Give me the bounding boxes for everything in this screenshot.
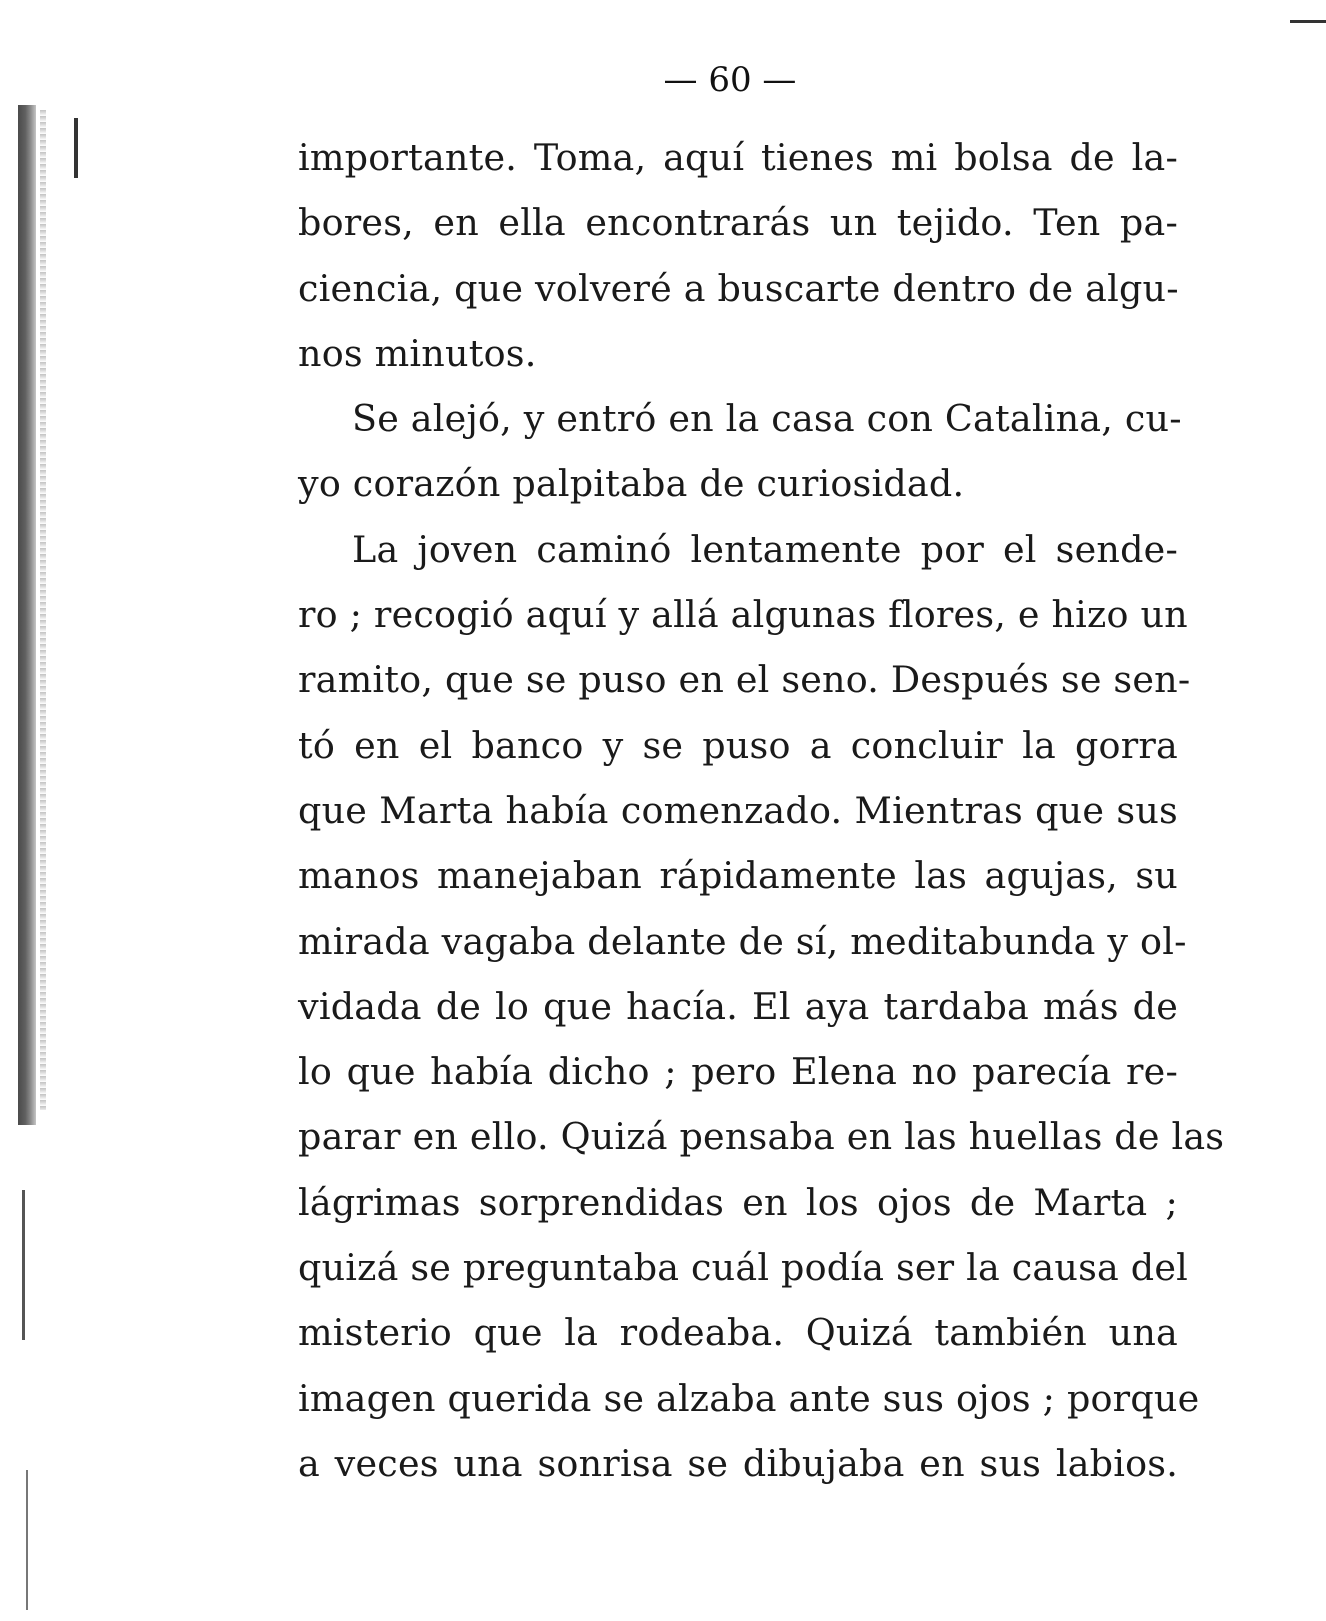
text-line: ciencia, que volveré a buscarte dentro de algu- [298, 266, 1179, 310]
corner-mark [1290, 20, 1326, 23]
text-line: parar en ello. Quizá pensaba en las huellas de las [298, 1115, 1225, 1159]
text-line: nos minutos. [298, 331, 537, 375]
text-line: vidada de lo que hacía. El aya tardaba más de [298, 984, 1178, 1028]
text-line: lo que había dicho ; pero Elena no parecía re- [298, 1050, 1178, 1094]
text-line: tó en el banco y se puso a concluir la gorra [298, 723, 1178, 767]
text-line: que Marta había comenzado. Mientras que sus [298, 788, 1178, 832]
paragraph-start-line: Se alejó, y entró en la casa con Catalina, cu- [352, 397, 1182, 441]
text-line: a veces una sonrisa se dibujaba en sus labios. [298, 1441, 1178, 1485]
text-line: bores, en ella encontrarás un tejido. Ten pa- [298, 201, 1178, 245]
text-line: lágrimas sorprendidas en los ojos de Marta ; [298, 1180, 1178, 1224]
text-line: misterio que la rodeaba. Quizá también una [298, 1311, 1178, 1355]
text-line: imagen querida se alzaba ante sus ojos ; porque [298, 1376, 1200, 1420]
text-line: mirada vagaba delante de sí, meditabunda y ol- [298, 919, 1187, 963]
text-line: importante. Toma, aquí tienes mi bolsa de la- [298, 136, 1178, 179]
text-line: ro ; recogió aquí y allá algunas flores, e hizo un [298, 593, 1188, 637]
text-line: ramito, que se puso en el seno. Después se sen- [298, 658, 1191, 702]
page-number: — 60 — [663, 60, 797, 100]
binding-edge-texture [40, 110, 46, 1110]
binding-edge-shadow [18, 105, 36, 1125]
body-text [298, 125, 1225, 1496]
text-line: manos manejaban rápidamente las agujas, su [298, 854, 1178, 898]
binding-edge-bottom [26, 1470, 28, 1610]
binding-edge-lower [22, 1190, 25, 1340]
binding-notch [74, 118, 78, 178]
paragraph-start-line: La joven caminó lentamente por el sende- [352, 527, 1178, 571]
text-line: yo corazón palpitaba de curiosidad. [298, 462, 965, 506]
text-line: quizá se preguntaba cuál podía ser la causa del [298, 1246, 1189, 1290]
